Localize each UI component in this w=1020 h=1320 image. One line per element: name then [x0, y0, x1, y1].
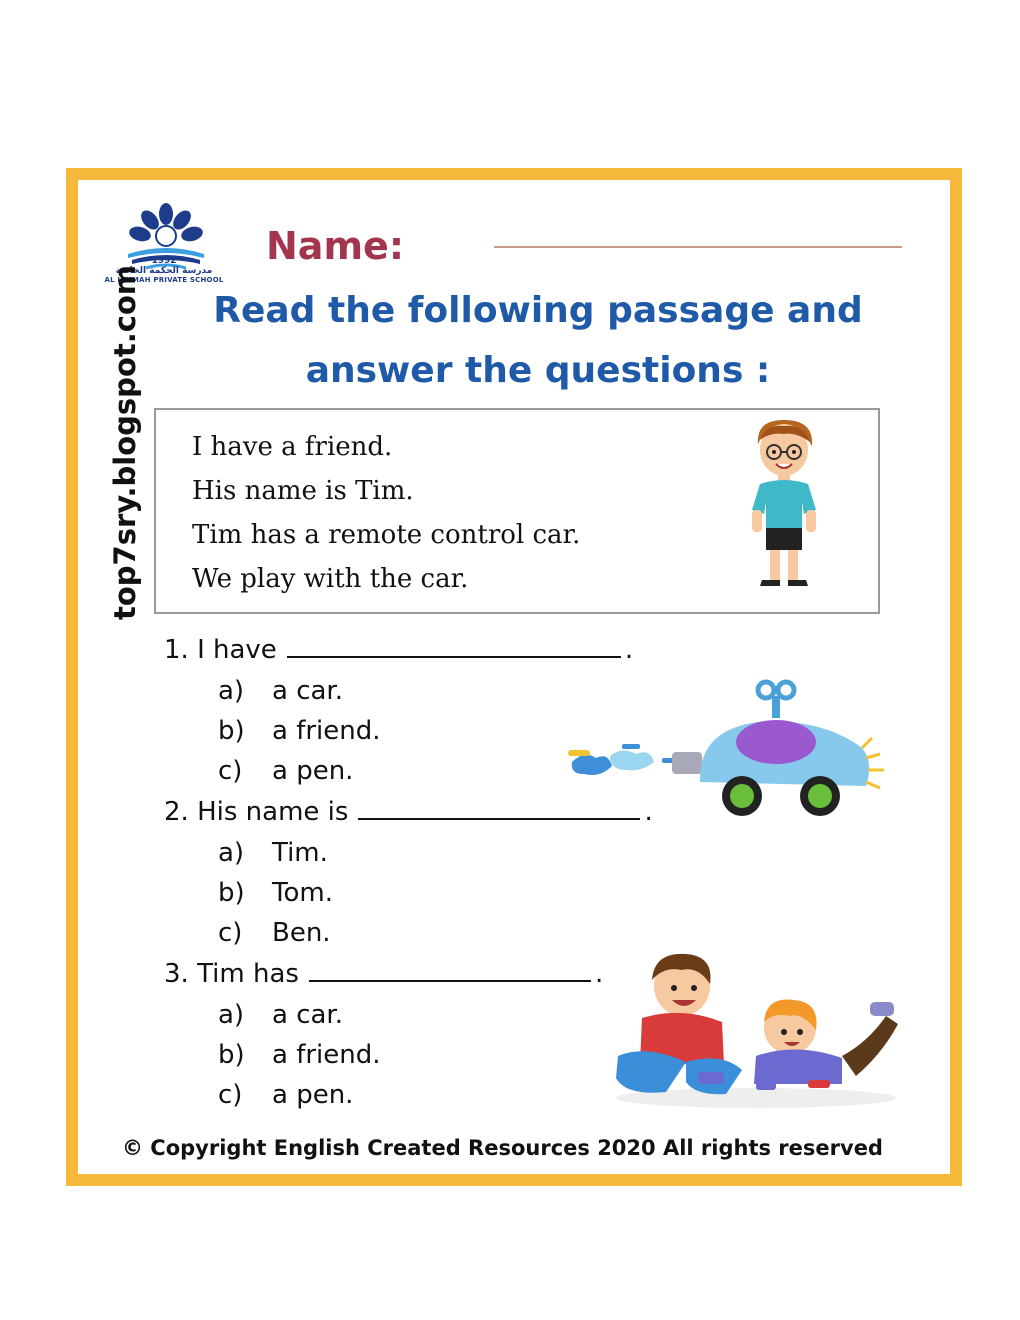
question-2-option-a[interactable]: a) Tim. — [218, 838, 328, 868]
question-3-option-b[interactable]: b) a friend. — [218, 1040, 381, 1070]
question-3-option-c[interactable]: c) a pen. — [218, 1080, 354, 1110]
question-1-end: . — [624, 635, 634, 665]
passage-line: Tim has a remote control car. — [192, 520, 581, 550]
question-3-answer-blank[interactable] — [309, 958, 591, 982]
question-3 — [164, 958, 603, 989]
boy-with-glasses-icon — [736, 414, 832, 590]
copyright: © Copyright English Created Resources 2020 All rights reserved — [122, 1136, 883, 1160]
question-1-option-a[interactable]: a) a car. — [218, 676, 343, 706]
passage-line: His name is Tim. — [192, 476, 414, 506]
question-2-option-c[interactable]: c) Ben. — [218, 918, 331, 948]
side-url: top7sry.blogspot.com — [108, 264, 142, 620]
question-3-end: . — [594, 959, 604, 989]
question-3-prompt: 3. Tim has — [164, 959, 299, 989]
question-2 — [164, 796, 653, 827]
question-1-option-b[interactable]: b) a friend. — [218, 716, 381, 746]
passage-box — [154, 408, 880, 614]
name-field[interactable] — [494, 246, 902, 248]
instructions-line-2: answer the questions : — [305, 350, 771, 391]
logo-year: 1992 — [151, 256, 177, 266]
question-1 — [164, 634, 633, 665]
question-1-answer-blank[interactable] — [287, 634, 621, 658]
kids-playing-icon — [606, 946, 906, 1112]
instructions-line-1: Read the following passage and — [213, 290, 863, 331]
question-3-option-a[interactable]: a) a car. — [218, 1000, 343, 1030]
question-2-prompt: 2. His name is — [164, 797, 349, 827]
question-1-prompt: 1. I have — [164, 635, 277, 665]
question-2-answer-blank[interactable] — [358, 796, 640, 820]
question-1-option-c[interactable]: c) a pen. — [218, 756, 354, 786]
logo-english-name: AL HIKMAH PRIVATE SCHOOL — [104, 276, 224, 284]
question-2-option-b[interactable]: b) Tom. — [218, 878, 333, 908]
logo-arabic-name: مدرسة الحكمة الخاصة — [115, 266, 213, 276]
question-2-end: . — [644, 797, 653, 827]
worksheet — [66, 168, 962, 1186]
passage-line: We play with the car. — [192, 564, 469, 594]
name-label: Name: — [266, 224, 405, 268]
passage-line: I have a friend. — [192, 432, 393, 462]
